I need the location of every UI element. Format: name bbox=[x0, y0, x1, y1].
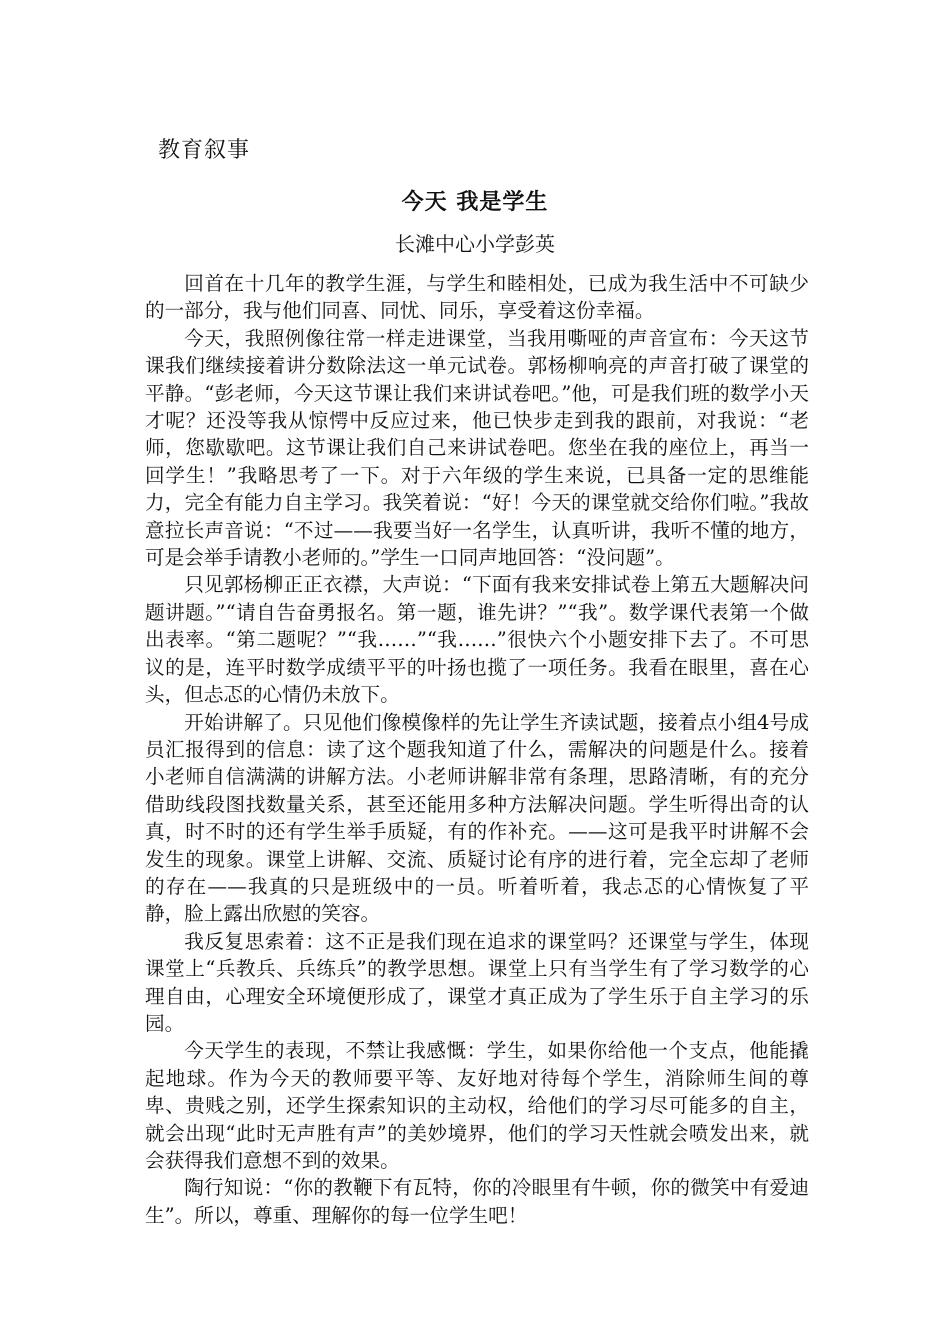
paragraph: 我反复思索着：这不正是我们现在追求的课堂吗？还课堂与学生，体现课堂上“兵教兵、兵练兵”的教学思想。课堂上只有当学生有了学习数学的心理自由，心理安全环境便形成了，课堂才真正成为了学生乐于自主学习的乐园。 bbox=[145, 929, 809, 1035]
paragraph: 只见郭杨柳正正衣襟，大声说：“下面有我来安排试卷上第五大题解决问题讲题。”“请自告奋勇报名。第一题，谁先讲？”“我”。数学课代表第一个做出表率。“第二题呢？”“我……”“我……”很快六个小题安排下去了。不可思议的是，连平时数学成绩平平的叶扬也揽了一项任务。我看在眼里，喜在心头，但忐忑的心情仍未放下。 bbox=[145, 573, 809, 707]
paragraph: 今天学生的表现，不禁让我感慨：学生，如果你给他一个支点，他能撬起地球。作为今天的教师要平等、友好地对待每个学生，消除师生间的尊卑、贵贱之别，还学生探索知识的主动权，给他们的学习尽可能多的自主，就会出现“此时无声胜有声”的美妙境界，他们的学习天性就会喷发出来，就会获得我们意想不到的效果。 bbox=[145, 1039, 809, 1172]
paragraph: 回首在十几年的教学生涯，与学生和睦相处，已成为我生活中不可缺少的一部分，我与他们同喜、同忧、同乐，享受着这份幸福。 bbox=[145, 272, 809, 323]
document-title: 今天 我是学生 bbox=[401, 189, 549, 215]
paragraph: 陶行知说：“你的教鞭下有瓦特，你的冷眼里有牛顿，你的微笑中有爱迪生”。所以，尊重、理解你的每一位学生吧！ bbox=[145, 1176, 809, 1227]
paragraph: 开始讲解了。只见他们像模像样的先让学生齐读试题，接着点小组4号成员汇报得到的信息：读了这个题我知道了什么，需解决的问题是什么。接着小老师自信满满的讲解方法。小老师讲解非常有条理，思路清晰，有的充分借助线段图找数量关系，甚至还能用多种方法解决问题。学生听得出奇的认真，时不时的还有学生举手质疑，有的作补充。——这可是我平时讲解不会发生的现象。课堂上讲解、交流、质疑讨论有序的进行着，完全忘却了老师的存在——我真的只是班级中的一员。听着听着，我忐忑的心情恢复了平静，脸上露出欣慰的笑容。 bbox=[145, 710, 809, 926]
paragraph: 今天，我照例像往常一样走进课堂，当我用嘶哑的声音宣布：今天这节课我们继续接着讲分数除法这一单元试卷。郭杨柳响亮的声音打破了课堂的平静。“彭老师，今天这节课让我们来讲试卷吧。”他，可是我们班的数学小天才呢？还没等我从惊愕中反应过来，他已快步走到我的跟前，对我说：“老师，您歇歇吧。这节课让我们自己来讲试卷吧。您坐在我的座位上，再当一回学生！”我略思考了一下。对于六年级的学生来说，已具备一定的思维能力，完全有能力自主学习。我笑着说：“好！今天的课堂就交给你们啦。”我故意拉长声音说：“不过——我要当好一名学生，认真听讲，我听不懂的地方，可是会举手请教小老师的。”学生一口同声地回答：“没问题”。 bbox=[145, 326, 809, 570]
document-body bbox=[145, 270, 809, 1229]
document-author: 长滩中心小学彭英 bbox=[395, 232, 555, 256]
document-category: 教育叙事 bbox=[158, 138, 251, 163]
